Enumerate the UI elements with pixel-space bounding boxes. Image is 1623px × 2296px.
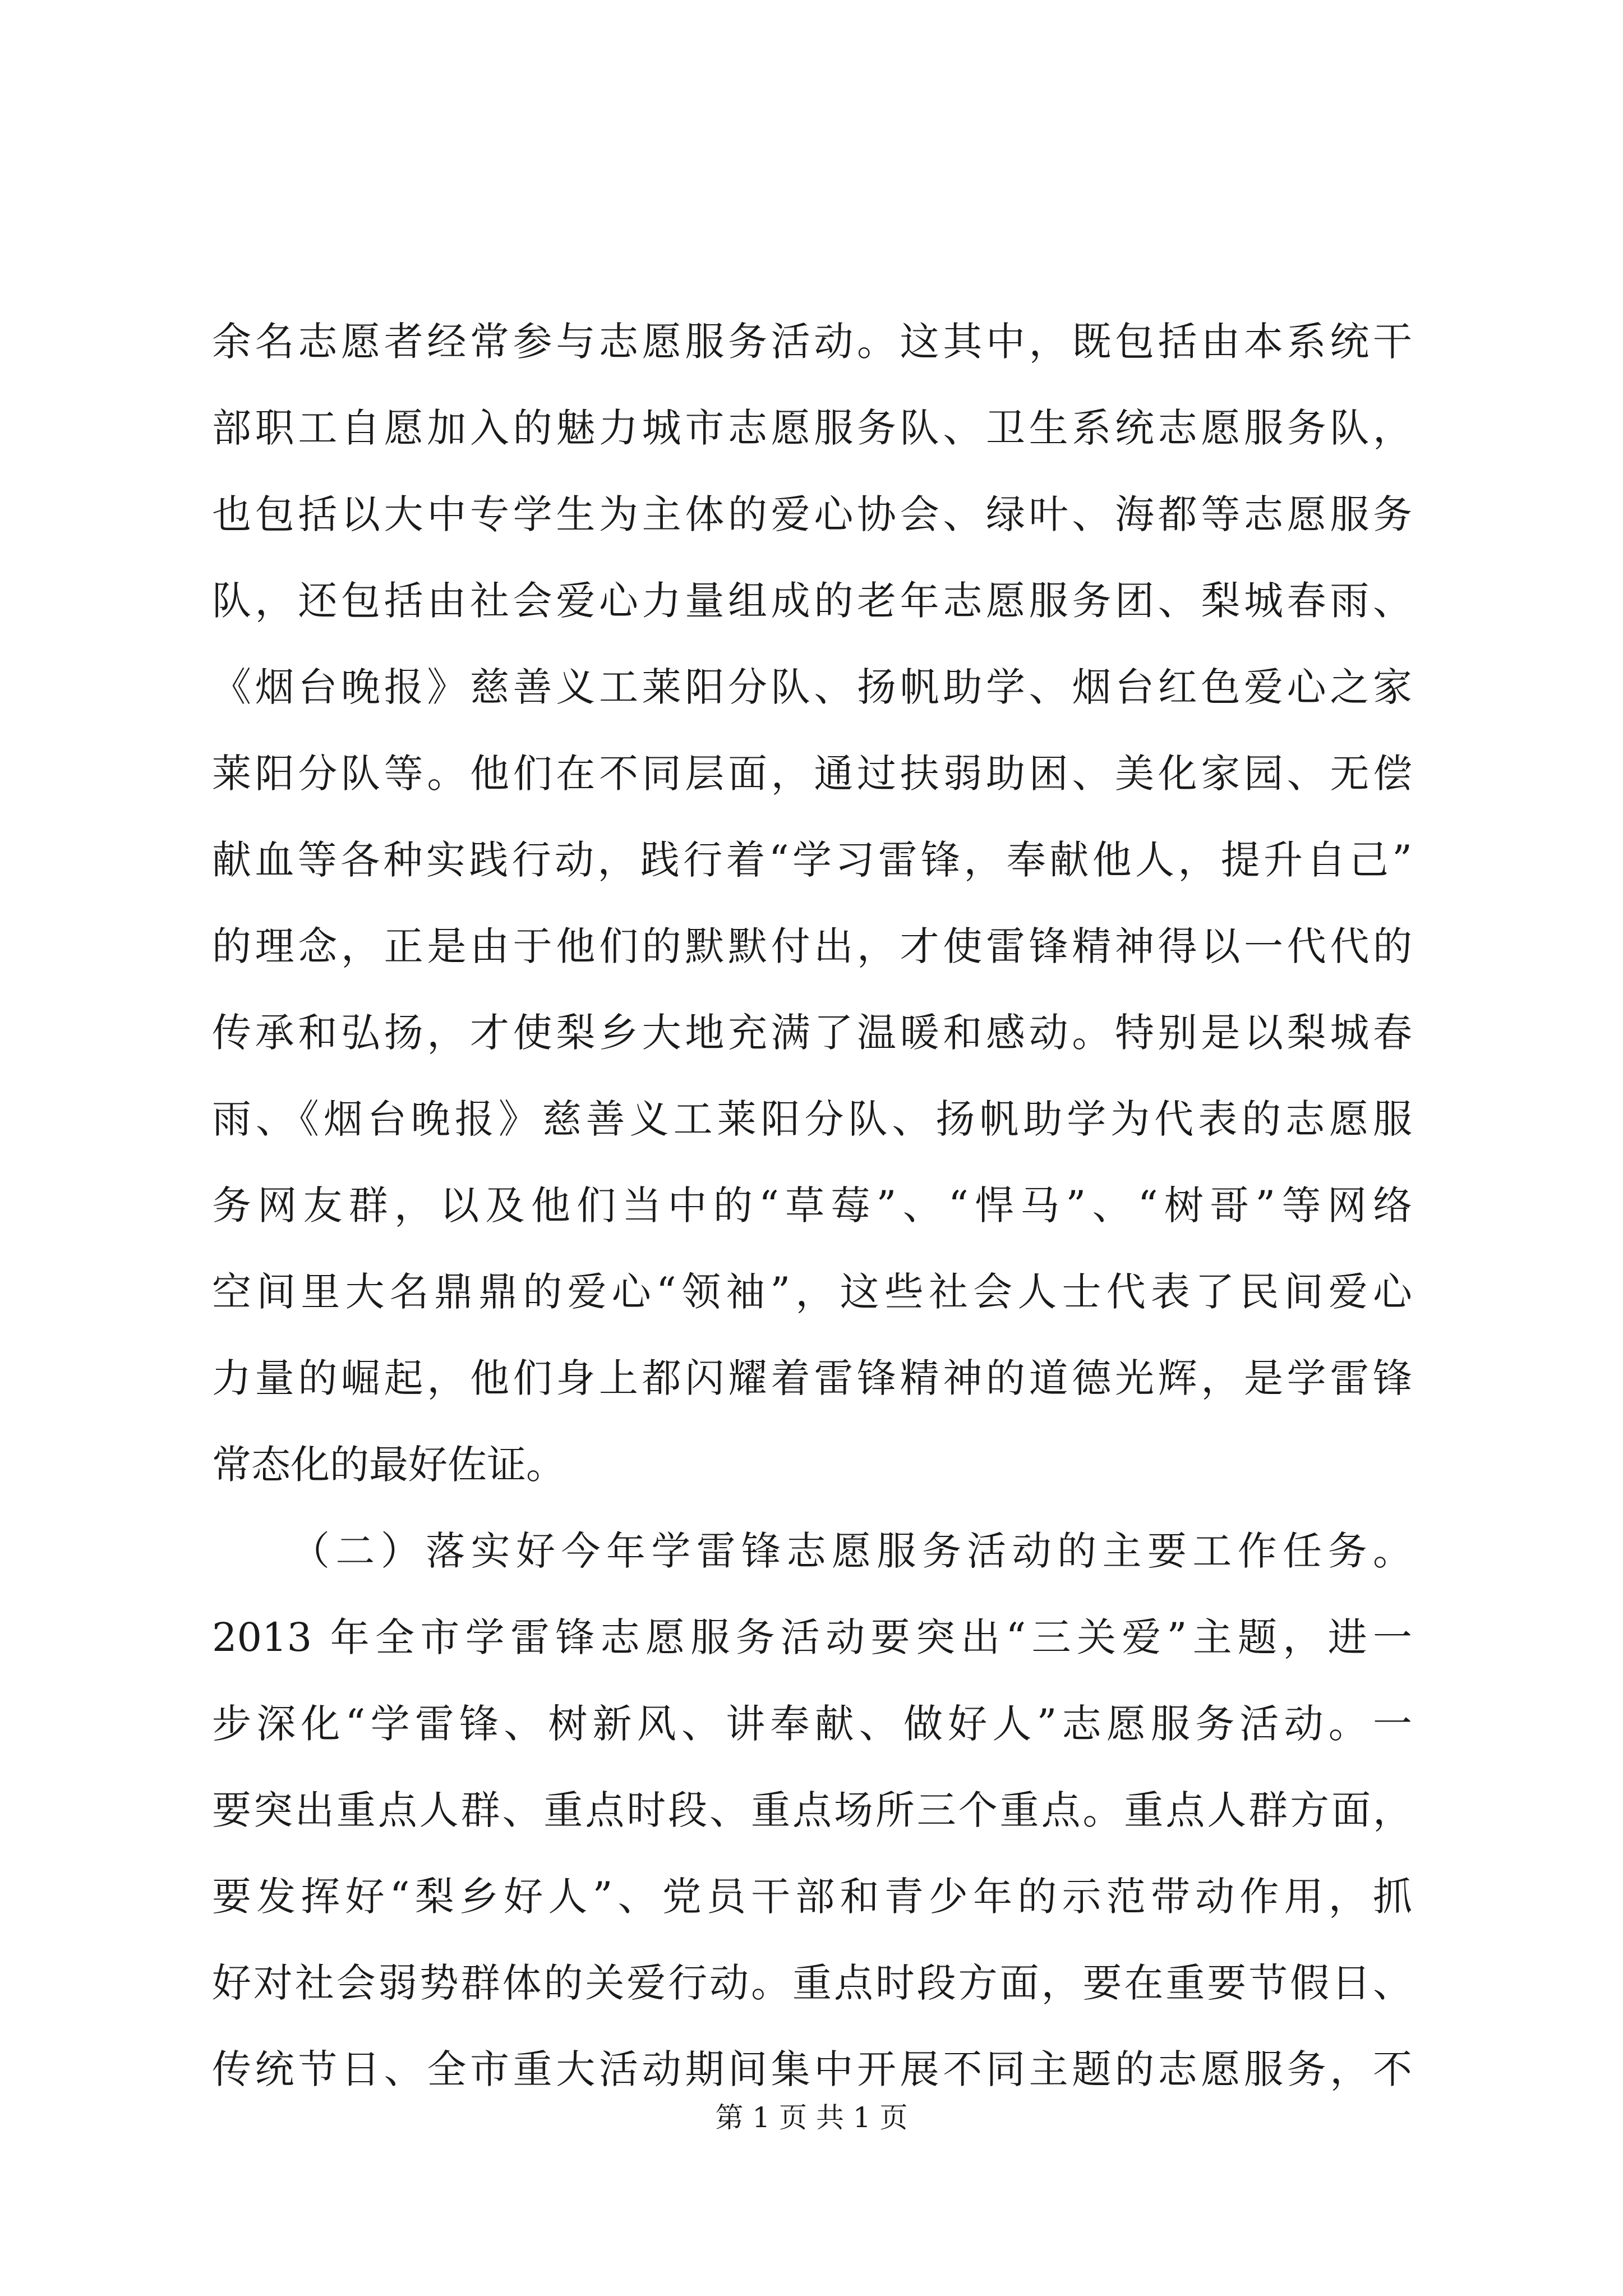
text-line: 的理念，正是由于他们的默默付出，才使雷锋精神得以一代代的: [212, 923, 1412, 969]
page-footer: 第 1 页 共 1 页: [715, 2101, 908, 2134]
text-line: 2013 年全市学雷锋志愿服务活动要突出“三关爱”主题，进一: [212, 1614, 1412, 1660]
text-line: 力量的崛起，他们身上都闪耀着雷锋精神的道德光辉，是学雷锋: [212, 1355, 1412, 1401]
text-line: 务网友群，以及他们当中的“草莓”、“悍马”、“树哥”等网络: [212, 1182, 1412, 1228]
text-line: 部职工自愿加入的魅力城市志愿服务队、卫生系统志愿服务队，: [212, 405, 1412, 451]
text-line: 余名志愿者经常参与志愿服务活动。这其中，既包括由本系统干: [212, 319, 1412, 365]
text-line: 献血等各种实践行动，践行着“学习雷锋，奉献他人，提升自己”: [212, 837, 1412, 883]
section-heading: （二）落实好今年学雷锋志愿服务活动的主要工作任务。: [291, 1528, 1412, 1574]
text-line: 莱阳分队等。他们在不同层面，通过扶弱助困、美化家园、无偿: [212, 751, 1412, 797]
text-line: 空间里大名鼎鼎的爱心“领袖”，这些社会人士代表了民间爱心: [212, 1269, 1412, 1315]
text-line: 常态化的最好佐证。: [212, 1442, 565, 1488]
text-line: 要发挥好“梨乡好人”、党员干部和青少年的示范带动作用，抓: [212, 1874, 1412, 1920]
text-line: 传统节日、全市重大活动期间集中开展不同主题的志愿服务，不: [212, 2046, 1412, 2092]
text-line: 好对社会弱势群体的关爱行动。重点时段方面，要在重要节假日、: [212, 1960, 1412, 2006]
text-line: 雨、《烟台晚报》慈善义工莱阳分队、扬帆助学为代表的志愿服: [212, 1096, 1412, 1142]
text-line: 队，还包括由社会爱心力量组成的老年志愿服务团、梨城春雨、: [212, 578, 1412, 624]
text-line: 也包括以大中专学生为主体的爱心协会、绿叶、海都等志愿服务: [212, 491, 1412, 537]
text-line: 传承和弘扬，才使梨乡大地充满了温暖和感动。特别是以梨城春: [212, 1010, 1412, 1056]
text-line: 要突出重点人群、重点时段、重点场所三个重点。重点人群方面，: [212, 1787, 1412, 1833]
text-line: 步深化“学雷锋、树新风、讲奉献、做好人”志愿服务活动。一: [212, 1701, 1412, 1747]
text-line: 《烟台晚报》慈善义工莱阳分队、扬帆助学、烟台红色爱心之家: [212, 664, 1412, 710]
